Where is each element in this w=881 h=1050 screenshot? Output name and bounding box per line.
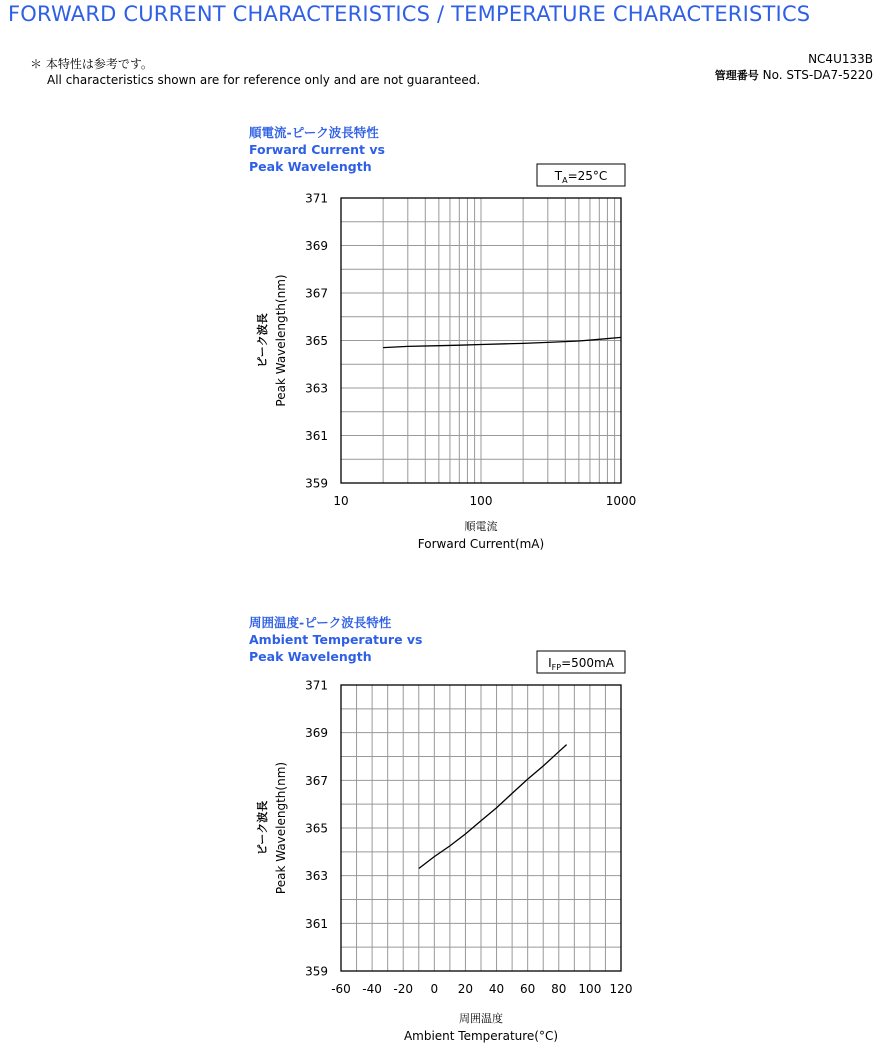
chart2-xlabel: Ambient Temperature(°C) <box>403 1029 559 1043</box>
chart1-y-tick-369: 369 <box>305 239 328 253</box>
chart1-y-tick-367: 367 <box>305 286 328 301</box>
chart2-x-tick--60: -60 <box>331 982 351 996</box>
chart2-xlabel-jp: 周囲温度 <box>459 1012 503 1025</box>
chart2-x-tick-20: 20 <box>457 982 474 996</box>
chart1-y-tick-359: 359 <box>305 476 328 491</box>
chart1-condition-subscript: A <box>562 176 568 185</box>
chart2-y-tick-367: 367 <box>305 773 328 788</box>
chart2-x-tick--40: -40 <box>362 982 382 996</box>
chart2-series-line-0 <box>419 745 567 869</box>
chart2-x-tick-0: 0 <box>430 982 439 996</box>
chart2-x-tick-60: 60 <box>520 982 536 996</box>
chart1-x-tick-100: 100 <box>469 494 493 508</box>
chart1-condition-symbol: T <box>554 169 563 183</box>
chart2-condition-symbol: I <box>548 656 552 670</box>
chart2-title-jp: 周囲温度-ピーク波長特性 <box>249 615 392 630</box>
chart2-condition-subscript: FP <box>551 663 562 672</box>
reference-note-jp: ＊ 本特性は参考です。 <box>30 57 153 71</box>
chart1-ylabel-jp: ピーク波長 <box>256 313 269 368</box>
chart1-x-tick-1000: 1000 <box>605 494 637 508</box>
chart1-title-en-line2: Peak Wavelength <box>249 159 372 174</box>
chart1-y-tick-365: 365 <box>305 334 328 348</box>
chart1-ylabel: Peak Wavelength(nm) <box>274 274 288 407</box>
chart1-title-jp: 順電流-ピーク波長特性 <box>249 125 379 140</box>
chart1-y-tick-363: 363 <box>305 381 328 396</box>
chart1-condition-value: =25°C <box>567 169 608 183</box>
chart1-title-en-line1: Forward Current vs <box>249 142 385 157</box>
chart1-xlabel-jp: 順電流 <box>464 520 498 533</box>
chart2-x-tick-100: 100 <box>578 982 602 996</box>
reference-note-en: All characteristics shown are for reference only and are not guaranteed. <box>47 73 481 87</box>
chart2-y-tick-359: 359 <box>305 964 328 979</box>
chart1-x-tick-10: 10 <box>333 494 349 508</box>
document-number-value: No. STS-DA7-5220 <box>762 68 873 82</box>
chart1-condition <box>554 169 608 185</box>
document-code: NC4U133B <box>808 52 873 66</box>
chart2-title-en-line2: Peak Wavelength <box>249 649 372 664</box>
chart2-x-tick-80: 80 <box>551 982 567 996</box>
chart2-y-tick-365: 365 <box>305 821 328 836</box>
document-number-label: 管理番号 <box>714 69 759 82</box>
chart2-y-tick-371: 371 <box>305 678 328 693</box>
page-title: FORWARD CURRENT CHARACTERISTICS / TEMPERATURE CHARACTERISTICS <box>8 2 811 26</box>
chart1-series-line-0 <box>383 337 621 347</box>
chart2-ylabel-jp: ピーク波長 <box>256 800 269 856</box>
chart2-y-tick-363: 363 <box>305 869 328 884</box>
chart1-y-tick-361: 361 <box>305 429 328 443</box>
chart1-y-tick-371: 371 <box>305 191 328 206</box>
chart2-x-tick--20: -20 <box>393 982 414 996</box>
chart2-ylabel: Peak Wavelength(nm) <box>274 761 288 895</box>
chart1-xlabel: Forward Current(mA) <box>417 537 545 551</box>
chart2-x-tick-120: 120 <box>609 982 633 996</box>
chart2-title-en-line1: Ambient Temperature vs <box>249 632 423 647</box>
chart2-y-tick-361: 361 <box>305 916 328 931</box>
chart2-x-tick-40: 40 <box>488 982 505 996</box>
chart2-y-tick-369: 369 <box>305 726 328 741</box>
chart2-condition-value: =500mA <box>561 656 614 670</box>
